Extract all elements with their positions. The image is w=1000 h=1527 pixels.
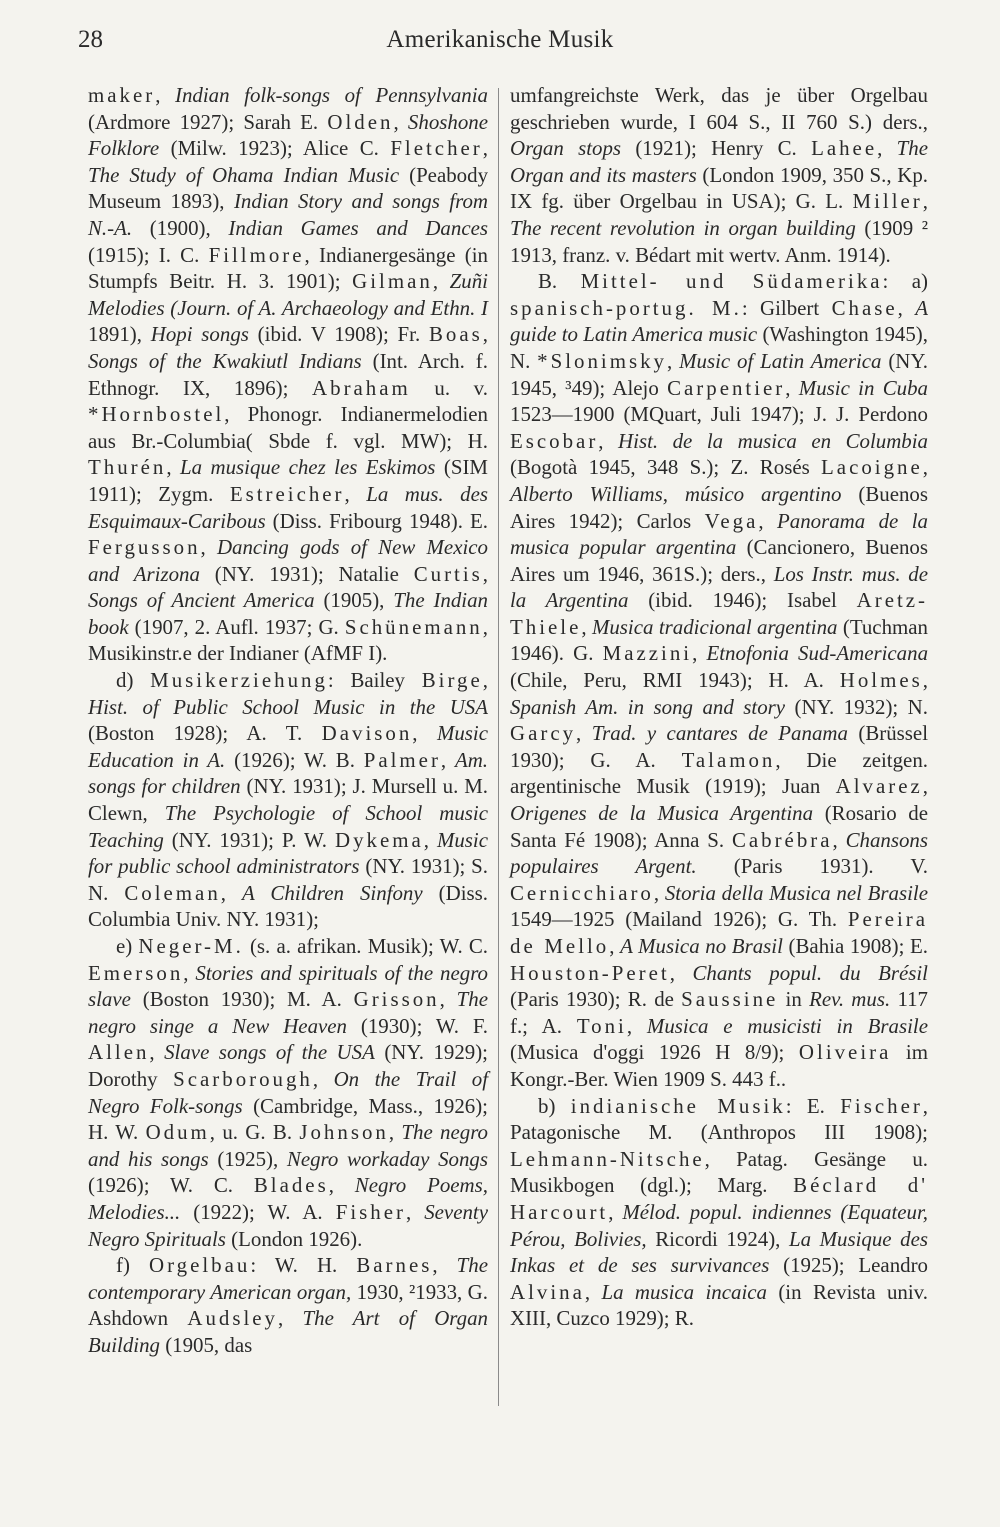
- spaced-name: Curtis: [413, 561, 483, 586]
- text-run: e): [116, 934, 139, 958]
- paragraph: [88, 82, 488, 667]
- text-run: ,: [669, 960, 693, 985]
- italic-title: La musica incaica: [601, 1279, 767, 1304]
- italic-title: Songs of the Kwakiutl Indians: [88, 348, 362, 373]
- text-run: ,: [482, 136, 488, 161]
- spaced-name: Lahee: [811, 136, 878, 161]
- italic-title: Organ stops: [510, 136, 622, 161]
- text-run: B.: [538, 269, 581, 294]
- text-run: (London 1909, 350 S., Kp. IX fg. über Orgelbau in USA); G. L.: [510, 162, 928, 214]
- text-run: ,: [832, 827, 846, 852]
- text-run: ,: [344, 481, 367, 506]
- spaced-name: Johnson: [299, 1120, 389, 1145]
- spaced-name: indianische Musik: [570, 1093, 786, 1118]
- text-run: (1900),: [132, 215, 229, 240]
- text-run: (Cambridge, Mass., 1926); H. W.: [88, 1093, 488, 1145]
- text-run: ,: [328, 1173, 355, 1198]
- text-run: ,: [667, 348, 680, 373]
- text-run: , Indianergesänge (in Stumpfs Beitr. H. 3. 1901);: [88, 242, 488, 294]
- text-run: , Patagonische M. (Anthropos III 1908);: [510, 1093, 929, 1145]
- spaced-name: Miller: [852, 189, 923, 214]
- italic-title: Hopi songs: [150, 322, 249, 347]
- italic-title: Musica e musicisti in Brasile: [646, 1013, 928, 1038]
- text-run: (Musica d'oggi 1926 H 8/9);: [510, 1040, 799, 1065]
- italic-title: A guide to Latin America music: [510, 295, 928, 347]
- text-run: ,: [388, 1120, 402, 1145]
- italic-title: Am. songs for children: [88, 747, 489, 799]
- text-run: , Musikinstr.e der Indianer (AfMF I).: [88, 614, 488, 666]
- text-run: (NY. 1929); Dorothy: [88, 1040, 488, 1091]
- text-run: (Brüssel 1930); G. A.: [510, 721, 928, 772]
- text-run: im Kongr.-Ber. Wien 1909 S. 443 f..: [510, 1040, 928, 1091]
- right-column: [510, 82, 928, 1332]
- text-run: : a): [882, 269, 928, 294]
- spaced-name: Grisson: [353, 987, 440, 1012]
- italic-title: Origenes de la Musica Argentina: [510, 801, 814, 826]
- spaced-name: Mittel- und Südamerika: [580, 269, 883, 294]
- text-run: (Boston 1928); A. T.: [88, 721, 322, 746]
- text-run: (1907, 2. Aufl. 1937; G.: [128, 614, 345, 639]
- italic-title: The Indian book: [88, 588, 488, 639]
- text-run: ,: [432, 1253, 457, 1278]
- text-run: ,: [412, 721, 437, 746]
- spaced-name: Cernicchiaro: [510, 880, 654, 905]
- text-run: ,: [653, 880, 665, 905]
- section-paragraph: [88, 1252, 488, 1358]
- italic-title: The Organ and its masters: [510, 136, 928, 187]
- spaced-name: Allen: [88, 1040, 150, 1065]
- spaced-name: Scarborough: [173, 1066, 313, 1091]
- text-run: (1921); Henry C.: [621, 136, 812, 161]
- paragraph: [510, 82, 928, 268]
- running-head: Amerikanische Musik: [386, 26, 614, 53]
- spaced-name: Aretz-Thiele: [510, 588, 929, 639]
- spaced-name: Fergusson: [88, 535, 201, 560]
- italic-title: The negro singe a New Heaven: [88, 987, 488, 1038]
- text-run: (NY. 1931); P. W.: [163, 827, 335, 852]
- italic-title: Chansons populaires Argent.: [510, 827, 928, 879]
- spaced-name: Lehmann-Nitsche: [510, 1146, 705, 1171]
- italic-title: Storia della Musica nel Brasile: [664, 880, 928, 905]
- italic-title: La Musique des Inkas et de ses survivances: [510, 1226, 928, 1278]
- italic-title: Indian Games and Dances: [228, 215, 489, 240]
- text-run: (Bahia 1908); E.: [782, 934, 929, 958]
- italic-title: The negro and his songs: [88, 1120, 488, 1171]
- italic-title: Seventy Negro Spirituals: [88, 1199, 488, 1251]
- italic-title: Spanish Am. in song and story: [510, 694, 786, 719]
- italic-title: A Children Sinfony: [242, 880, 423, 905]
- text-run: ,: [482, 322, 489, 347]
- spaced-name: spanisch-portug. M.: [510, 295, 742, 320]
- text-run: ,: [439, 987, 457, 1012]
- italic-title: Songs of Ancient America: [88, 588, 315, 613]
- text-run: (NY. 1931); Natalie: [199, 561, 414, 586]
- text-run: ,: [149, 1040, 165, 1065]
- text-run: ,: [482, 668, 488, 693]
- text-run: ,: [220, 880, 243, 905]
- italic-title: Music in Cuba: [798, 375, 928, 400]
- italic-title: The Art of Organ Building: [88, 1306, 488, 1357]
- text-run: (ibid. V 1908); Fr.: [248, 322, 429, 347]
- text-run: b): [538, 1093, 571, 1118]
- spaced-name: Gilman: [352, 269, 433, 294]
- text-run: (NY. 1931); S. N.: [88, 854, 488, 905]
- text-run: ,: [423, 827, 437, 852]
- text-run: ,: [440, 747, 455, 772]
- section-paragraph: [88, 667, 488, 933]
- text-run: : W. H.: [250, 1253, 357, 1278]
- text-run: ,: [405, 1199, 425, 1224]
- text-run: (1922); W. A.: [180, 1199, 336, 1224]
- italic-title: A Musica no Brasil: [620, 934, 783, 958]
- text-run: (Paris 1930); R. de: [510, 987, 682, 1012]
- spaced-name: Coleman: [124, 880, 221, 905]
- text-run: (Paris 1931). V.: [696, 854, 928, 879]
- text-run: ,: [200, 535, 217, 560]
- spaced-name: maker: [88, 83, 156, 107]
- left-column: [88, 82, 488, 1359]
- spaced-name: Alvina: [510, 1279, 585, 1304]
- text-run: ,: [598, 428, 619, 453]
- text-run: ,: [155, 83, 176, 107]
- text-run: : Gilbert: [741, 295, 832, 320]
- text-run: (in Revista univ. XIII, Cuzco 1929); R.: [510, 1279, 928, 1331]
- italic-title: La musique chez les Eskimos: [180, 455, 436, 480]
- spaced-name: Audsley: [187, 1306, 278, 1331]
- spaced-name: Vega: [704, 508, 759, 533]
- italic-title: The Psychologie of School music Teaching: [88, 801, 488, 852]
- italic-title: Musica tradicional argentina: [591, 614, 838, 639]
- text-run: (Boston 1930); M. A.: [130, 987, 354, 1012]
- text-run: ,: [692, 641, 707, 666]
- spaced-name: Abraham: [312, 375, 411, 400]
- text-run: umfangreichste Werk, das je über Orgelbau geschrieben wurde, I 604 S., II 760 S.) ders.,: [510, 83, 928, 134]
- text-run: ,: [312, 1066, 334, 1091]
- text-run: (Peabody Museum 1893),: [88, 162, 489, 214]
- section-paragraph: [510, 1093, 928, 1332]
- spaced-name: Orgelbau: [149, 1253, 251, 1278]
- text-run: (ibid. 1946); Isabel: [628, 588, 857, 613]
- spaced-name: Davison: [321, 721, 413, 746]
- italic-title: Alberto Williams, músico argentino: [510, 481, 842, 506]
- text-run: (Cancionero, Buenos Aires um 1946, 361S.); ders.,: [510, 535, 928, 586]
- text-run: : Bailey: [327, 668, 422, 693]
- text-run: 1891),: [88, 322, 151, 347]
- text-run: , Phonogr. Indianermelodien aus Br.-Columbia( Sbde f. vgl. MW); H.: [88, 402, 488, 453]
- italic-title: The Study of Ohama Indian Music: [88, 162, 400, 187]
- spaced-name: Escobar: [510, 428, 599, 453]
- spaced-name: Alvarez: [835, 774, 923, 799]
- section-paragraph: [88, 933, 488, 1252]
- text-run: ,: [785, 375, 799, 400]
- text-run: (1926); W. C.: [88, 1173, 254, 1198]
- spaced-name: Béclard d' Harcourt: [510, 1173, 928, 1224]
- italic-title: Negro Poems, Melodies...: [88, 1173, 488, 1224]
- italic-title: Dancing gods of New Mexico and Arizona: [88, 535, 488, 586]
- italic-title: Indian folk-songs of Pennsylvania: [175, 83, 488, 107]
- spaced-name: Pereira de Mello: [510, 907, 928, 958]
- text-run: (Buenos Aires 1942); Carlos: [510, 481, 928, 533]
- spaced-name: Birge: [421, 668, 483, 693]
- text-run: (Diss. Fribourg 1948). E.: [265, 508, 488, 533]
- text-run: (1926); W. B.: [225, 747, 364, 772]
- spaced-name: Olden: [327, 109, 394, 134]
- spaced-name: Palmer: [363, 747, 441, 772]
- italic-title: Hist. de la musica en Columbia: [618, 428, 928, 453]
- italic-title: Slave songs of the USA: [164, 1040, 375, 1065]
- italic-title: Stories and spirituals of the negro slave: [88, 960, 488, 1012]
- text-run: 117 f.; A.: [510, 987, 928, 1038]
- italic-title: Trad. y cantares de Panama: [591, 721, 848, 746]
- italic-title: Indian Story and songs from N.-A.: [88, 189, 488, 240]
- text-run: 1930, ²1933, G. Ashdown: [88, 1279, 488, 1331]
- italic-title: Panorama de la musica popular argentina: [510, 508, 928, 560]
- italic-title: On the Trail of Negro Folk-songs: [88, 1066, 489, 1118]
- text-run: ,: [897, 295, 916, 320]
- italic-title: Music for public school administrators: [88, 827, 489, 879]
- text-run: (1925); Leandro: [769, 1253, 928, 1278]
- spaced-name: Fisher: [335, 1199, 406, 1224]
- italic-title: The recent revolution in organ building: [510, 215, 856, 240]
- spaced-name: Fischer: [840, 1093, 923, 1118]
- text-run: , u. G. B.: [209, 1120, 300, 1145]
- text-run: (1905, das: [159, 1332, 253, 1357]
- text-run: d): [116, 668, 151, 693]
- italic-title: Mélod. popul. indiennes (Equateur, Pérou, Bolivies,: [510, 1199, 928, 1251]
- text-run: ,: [922, 189, 928, 214]
- italic-title: Chants popul. du Brésil: [692, 960, 928, 985]
- text-run: ,: [432, 269, 450, 294]
- italic-title: Los Instr. mus. de la Argentina: [510, 561, 929, 613]
- spaced-name: Thurén: [88, 455, 167, 480]
- spaced-name: Emerson: [88, 960, 184, 985]
- spaced-name: Odum: [145, 1120, 210, 1145]
- text-run: , Die zeitgen. argentinische Musik (1919); Juan: [510, 747, 928, 799]
- italic-title: Zuñi Melodies (Journ. of A. Archaeology and Ethn. I: [88, 269, 488, 320]
- text-run: ,: [758, 508, 777, 533]
- spaced-name: Estreicher: [229, 481, 345, 506]
- italic-title: Rev. mus.: [809, 987, 891, 1012]
- text-run: ,: [877, 136, 897, 161]
- italic-title: La mus. des Esquimaux-Caribous: [88, 481, 488, 533]
- text-run: ,: [278, 1306, 303, 1331]
- text-run: ,: [922, 774, 928, 799]
- text-run: (1905),: [314, 588, 394, 613]
- spaced-name: Mazzini: [602, 641, 693, 666]
- text-run: (Bogotà 1945, 348 S.); Z. Rosés: [510, 455, 822, 480]
- text-run: (Washington 1945), N.: [510, 322, 928, 373]
- text-run: (Int. Arch. f. Ethnogr. IX, 1896);: [88, 348, 488, 400]
- text-run: (Diss. Columbia Univ. NY. 1931);: [88, 880, 488, 932]
- text-run: ,: [609, 934, 621, 958]
- text-run: ,: [584, 1279, 602, 1304]
- text-run: (Milw. 1923); Alice C.: [159, 136, 391, 161]
- text-run: ,: [166, 455, 180, 480]
- text-run: (Chile, Peru, RMI 1943); H. A.: [510, 668, 840, 693]
- column-rule: [498, 88, 499, 1406]
- text-run: in: [778, 987, 810, 1012]
- spaced-name: Dykema: [334, 827, 424, 852]
- text-run: ,: [393, 109, 408, 134]
- spaced-name: Fillmore: [208, 242, 305, 267]
- text-run: : E.: [785, 1093, 841, 1118]
- spaced-name: Talamon: [681, 747, 776, 772]
- spaced-name: Saussine: [681, 987, 779, 1012]
- text-run: (s. a. afrikan. Musik); W. C.: [243, 934, 489, 958]
- text-run: (SIM 1911); Zygm.: [88, 455, 488, 506]
- spaced-name: Cabrébra: [731, 827, 833, 852]
- spaced-name: Barnes: [356, 1253, 433, 1278]
- text-run: 1523—1900 (MQuart, Juli 1947); J. J. Perdono: [510, 402, 928, 427]
- text-run: (NY. 1931); J. Mursell u. M. Clewn,: [88, 774, 489, 826]
- text-run: (1925),: [208, 1146, 287, 1171]
- text-run: (London 1926).: [225, 1226, 363, 1251]
- text-run: (Tuchman 1946). G.: [510, 614, 928, 666]
- spaced-name: *Slonimsky: [537, 348, 668, 373]
- text-run: ,: [482, 561, 488, 586]
- italic-title: Negro workaday Songs: [286, 1146, 488, 1171]
- italic-title: Hist. of Public School Music in the USA: [88, 694, 488, 719]
- spaced-name: Schünemann: [344, 614, 483, 639]
- section-paragraph: [510, 268, 928, 1092]
- spaced-name: Neger-M.: [138, 934, 244, 958]
- spaced-name: Chase: [831, 295, 898, 320]
- spaced-name: Houston-Peret: [510, 960, 670, 985]
- italic-title: Music of Latin America: [679, 348, 882, 373]
- italic-title: Etnofonia Sud-Americana: [706, 641, 929, 666]
- text-run: (1909 ² 1913, franz. v. Bédart mit wertv. Anm. 1914).: [510, 215, 928, 267]
- spaced-name: Garcy: [510, 721, 577, 746]
- text-run: u. v.: [410, 375, 488, 400]
- spaced-name: Oliveira: [798, 1040, 892, 1065]
- spaced-name: Lacoigne: [821, 455, 923, 480]
- italic-title: The contemporary American organ,: [88, 1253, 488, 1304]
- text-run: (Ardmore 1927); Sarah E.: [88, 109, 328, 134]
- spaced-name: Blades: [253, 1173, 329, 1198]
- text-run: ,: [626, 1013, 647, 1038]
- text-run: Ricordi 1924),: [646, 1226, 789, 1251]
- spaced-name: Musikerziehung: [150, 668, 328, 693]
- text-run: ,: [922, 455, 928, 480]
- text-run: , Patag. Gesänge u. Musikbogen (dgl.); Marg.: [510, 1146, 928, 1198]
- text-run: ,: [608, 1199, 623, 1224]
- spaced-name: Boas: [428, 322, 483, 347]
- italic-title: Music Education in A.: [88, 721, 488, 772]
- page-number: 28: [78, 26, 103, 53]
- text-run: (NY. 1932); N.: [785, 694, 928, 719]
- text-run: (NY. 1945, ³49); Alejo: [510, 348, 928, 400]
- text-run: ,: [922, 668, 928, 693]
- text-run: ,: [581, 614, 592, 639]
- text-run: ,: [576, 721, 592, 746]
- text-run: 1549—1925 (Mailand 1926); G. Th.: [510, 907, 848, 932]
- text-run: f): [116, 1253, 149, 1278]
- text-run: (1915); I. C.: [88, 242, 209, 267]
- spaced-name: Carpentier: [667, 375, 786, 400]
- text-run: ,: [183, 960, 196, 985]
- spaced-name: Toni: [576, 1013, 627, 1038]
- spaced-name: *Hornbostel: [88, 402, 225, 427]
- spaced-name: Holmes: [839, 668, 923, 693]
- text-run: (1930); W. F.: [347, 1013, 488, 1038]
- spaced-name: Fletcher: [390, 136, 483, 161]
- italic-title: Shoshone Folklore: [88, 109, 488, 161]
- text-run: (Rosario de Santa Fé 1908); Anna S.: [510, 801, 929, 852]
